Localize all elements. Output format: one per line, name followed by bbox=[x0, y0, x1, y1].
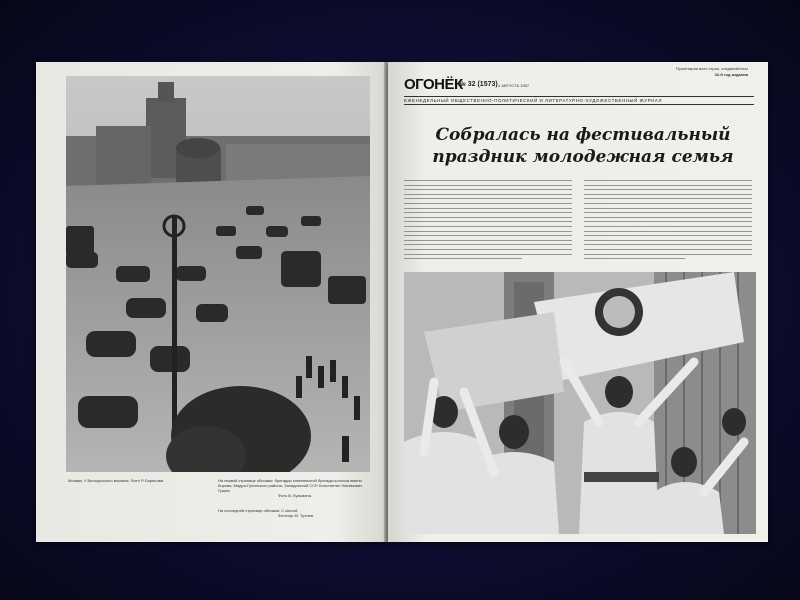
magazine-logo: ОГОНЁК bbox=[404, 76, 463, 93]
masthead-top-note: Пролетарии всех стран, соединяйтесь! 32-й год издания bbox=[675, 66, 748, 77]
street-scene-illustration bbox=[66, 76, 370, 472]
article-headline: Собралась на фестивальный праздник молодежная семья bbox=[432, 125, 734, 167]
issue-date: 4 АВГУСТА 1957 bbox=[498, 83, 530, 88]
street-photo bbox=[66, 76, 370, 472]
magazine-tagline: ЕЖЕНЕДЕЛЬНЫЙ ОБЩЕСТВЕННО-ПОЛИТИЧЕСКИЙ И ЛИТЕРАТУРНО-ХУДОЖЕСТВЕННЫЙ ЖУРНАЛ bbox=[404, 96, 754, 105]
festival-crowd-photo bbox=[404, 272, 756, 534]
issue-number: № 32 (1573) bbox=[458, 81, 498, 88]
left-photo-caption: Москва. У Белорусского вокзала. Фото Р. Борисова. bbox=[68, 478, 165, 483]
article-text bbox=[404, 180, 754, 280]
left-page bbox=[36, 62, 386, 542]
text-column-right bbox=[584, 180, 752, 263]
festival-crowd-illustration bbox=[404, 272, 756, 534]
text-column-left bbox=[404, 180, 572, 263]
cover-caption: На первой странице обложки: бригадир комплексной бригады колхоза имени Кирова, Мадри-Гунинского района, Западинской ССР, Константин Нахимович Гушев. Фото В. Кузьмина. bbox=[218, 478, 363, 498]
open-magazine bbox=[36, 62, 768, 542]
back-cover-caption: На последней странице обложки: С книгой. Фототир М. Тучиев. bbox=[218, 508, 315, 518]
right-page bbox=[388, 62, 768, 542]
